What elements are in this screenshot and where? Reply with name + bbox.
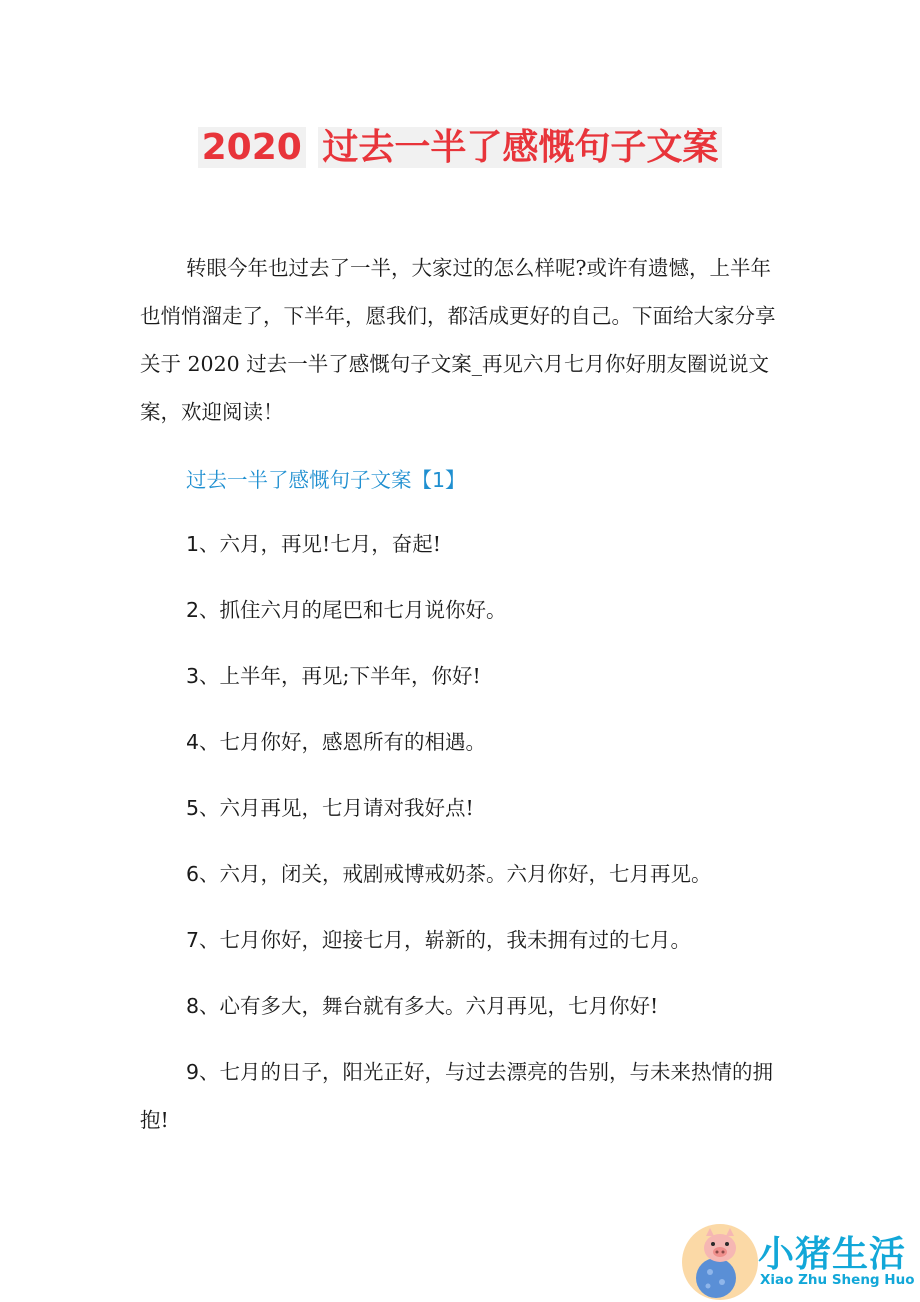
- pig-mascot-icon: [680, 1218, 760, 1302]
- logo-name-en: Xiao Zhu Sheng Huo: [760, 1272, 915, 1288]
- list-item: 1、六月，再见!七月，奋起!: [186, 532, 442, 556]
- title-text: 过去一半了感慨句子文案: [318, 127, 722, 168]
- brand-logo: [678, 1218, 920, 1302]
- list-item: 4、七月你好，感恩所有的相遇。: [186, 730, 487, 754]
- intro-paragraph: 转眼今年也过去了一半，大家过的怎么样呢?或许有遗憾，上半年也悄悄溜走了，下半年，愿我们，都活成更好的自己。下面给大家分享关于 2020 过去一半了感慨句子文案_再见六月七月你好朋友圈说说文案，欢迎阅读！: [140, 256, 776, 424]
- list-item: 5、六月再见，七月请对我好点!: [186, 796, 474, 820]
- title-year: 2020: [198, 127, 306, 168]
- list-item: 8、心有多大，舞台就有多大。六月再见，七月你好!: [186, 994, 659, 1018]
- page-title: [0, 120, 920, 176]
- list-item: 6、六月，闭关，戒剧戒博戒奶茶。六月你好，七月再见。: [186, 862, 712, 886]
- list-item: 3、上半年，再见;下半年，你好!: [186, 664, 481, 688]
- list-item: 9、七月的日子，阳光正好，与过去漂亮的告别，与未来热情的拥抱!: [140, 1060, 774, 1132]
- list-item: 7、七月你好，迎接七月，崭新的，我未拥有过的七月。: [186, 928, 692, 952]
- section-heading: 过去一半了感慨句子文案【1】: [186, 468, 466, 492]
- list-item: 2、抓住六月的尾巴和七月说你好。: [186, 598, 507, 622]
- logo-name-cn: 小猪生活: [758, 1234, 907, 1275]
